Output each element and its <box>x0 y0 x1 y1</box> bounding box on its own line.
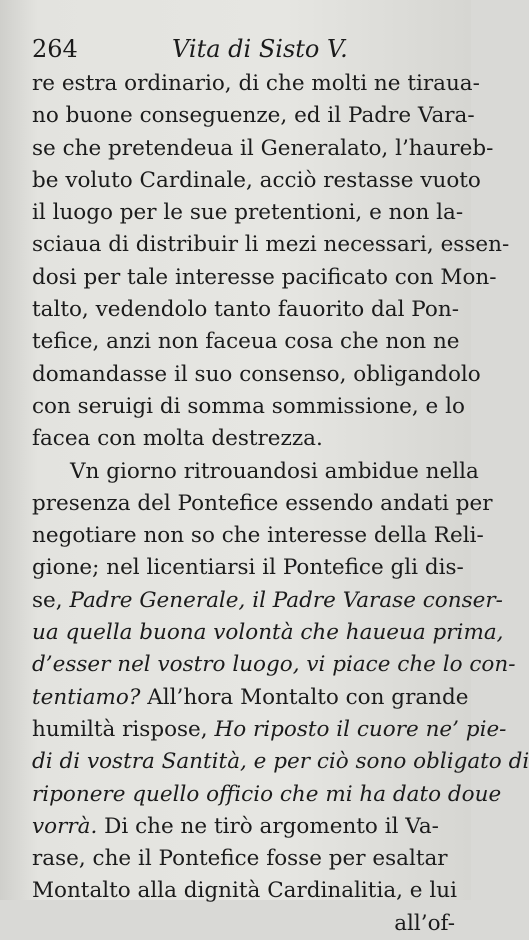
text-line <box>32 811 457 843</box>
text-line: il luogo per le sue pretentioni, e non la- <box>32 200 464 226</box>
running-title: Vita di Sisto V. <box>172 35 348 63</box>
text-line: no buone conseguenze, ed il Padre Vara- <box>32 103 475 129</box>
text-segment: humiltà rispose, <box>32 716 208 742</box>
text-line <box>32 714 507 746</box>
text-line: rase, che il Pontefice fosse per esaltar <box>32 846 448 872</box>
text-line: se che pretendeua il Generalato, l’haureb- <box>32 135 494 161</box>
catchword: all’of- <box>394 910 455 936</box>
italic-quote-segment: Ho riposto il cuore ne’ pie- <box>214 716 507 742</box>
page-header <box>32 32 452 66</box>
text-segment: Di che ne tirò argomento il Va- <box>104 813 439 839</box>
text-line <box>32 585 503 617</box>
text-line: presenza del Pontefice essendo andati per <box>32 490 493 516</box>
text-line: re estra ordinario, di che molti ne tiraua- <box>32 71 480 96</box>
text-line: talto, vedendolo tanto fauorito dal Pon- <box>32 297 459 323</box>
italic-quote-line: ua quella buona volontà che haueua prima, <box>32 620 504 646</box>
text-line: tefice, anzi non faceua cosa che non ne <box>32 329 460 355</box>
text-segment: se, <box>32 587 63 613</box>
text-line: sciaua di distribuir li mezi necessari, essen- <box>32 232 510 258</box>
text-line <box>32 682 469 714</box>
text-line: negotiare non so che interesse della Reli- <box>32 523 484 549</box>
text-line: con seruigi di somma sommissione, e lo <box>32 393 465 419</box>
text-line: gione; nel licentiarsi il Pontefice gli dis- <box>32 555 464 581</box>
italic-quote-line: di di vostra Santità, e per ciò sono obligato di <box>32 749 529 775</box>
paragraph-start-line: Vn giorno ritrouandosi ambidue nella <box>70 458 479 484</box>
text-segment: All’hora Montalto con grande <box>147 684 469 710</box>
text-line: be voluto Cardinale, acciò restasse vuoto <box>32 167 481 193</box>
body-text <box>32 68 529 940</box>
italic-quote-segment: tentiamo? <box>32 684 141 710</box>
italic-quote-segment: Padre Generale, il Padre Varase conser- <box>69 587 503 613</box>
text-line: domandasse il suo consenso, obligandolo <box>32 361 481 387</box>
text-line: dosi per tale interesse pacificato con Mon- <box>32 264 497 290</box>
italic-quote-line: d’esser nel vostro luogo, vi piace che lo con- <box>32 652 516 678</box>
page-number: 264 <box>32 35 78 63</box>
italic-quote-segment: vorrà. <box>32 813 98 839</box>
text-line: facea con molta destrezza. <box>32 426 323 452</box>
text-line: Montalto alla dignità Cardinalitia, e lui <box>32 878 457 904</box>
italic-quote-line: riponere quello officio che mi ha dato doue <box>32 781 502 807</box>
